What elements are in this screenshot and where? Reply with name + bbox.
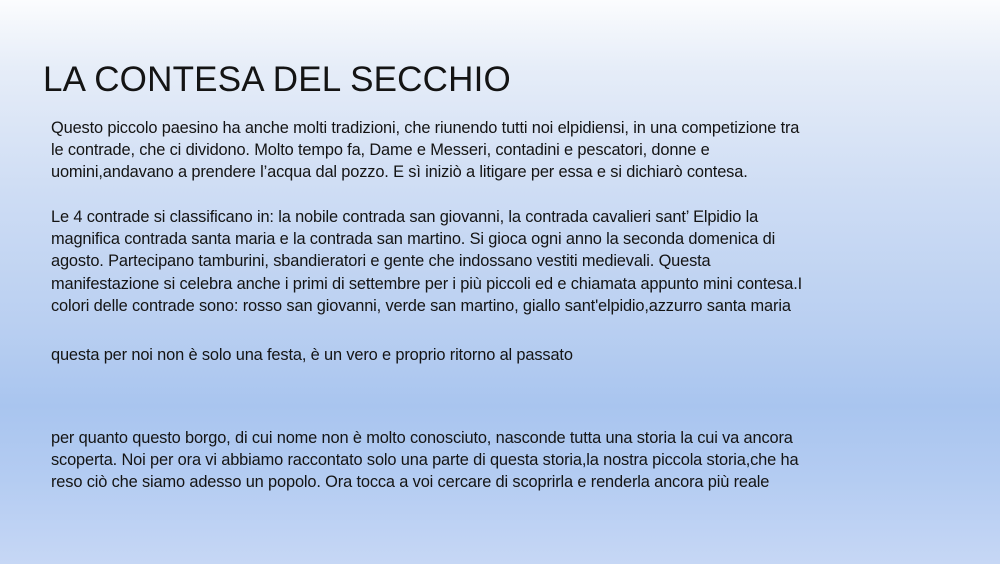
paragraph-conclusion: per quanto questo borgo, di cui nome non è molto conosciuto, nasconde tutta una storia la cui va ancora scoperta. Noi per ora vi abbiamo raccontato solo una parte di questa storia,la nostra piccola storia,che ha reso ciò che siamo adesso un popolo. Ora tocca a voi cercare di scoprirla e renderla ancora più reale — [51, 429, 799, 492]
paragraph-contrade: Le 4 contrade si classificano in: la nobile contrada san giovanni, la contrada cavalieri sant’ Elpidio la magnifica contrada santa maria e la contrada san martino. Si gioca ogni anno la seconda domenica di agosto. Partecipano tamburini, sbandieratori e gente che indossano vestiti medievali. Questa manifestazione si celebra anche i primi di settembre per i più piccoli ed e chiamata appunto mini contesa.I colori delle contrade sono: rosso san giovanni, verde san martino, giallo sant'elpidio,azzurro santa maria — [51, 208, 803, 315]
slide-title: LA CONTESA DEL SECCHIO — [43, 60, 511, 99]
paragraph-festa: questa per noi non è solo una festa, è un vero e proprio ritorno al passato — [51, 346, 573, 364]
paragraph-intro: Questo piccolo paesino ha anche molti tradizioni, che riunendo tutti noi elpidiensi, in una competizione tra le contrade, che ci dividono. Molto tempo fa, Dame e Messeri, contadini e pescatori, donne e uomini,andavano a prendere l’acqua dal pozzo. E sì iniziò a litigare per essa e si dichiarò contesa. — [51, 119, 800, 182]
